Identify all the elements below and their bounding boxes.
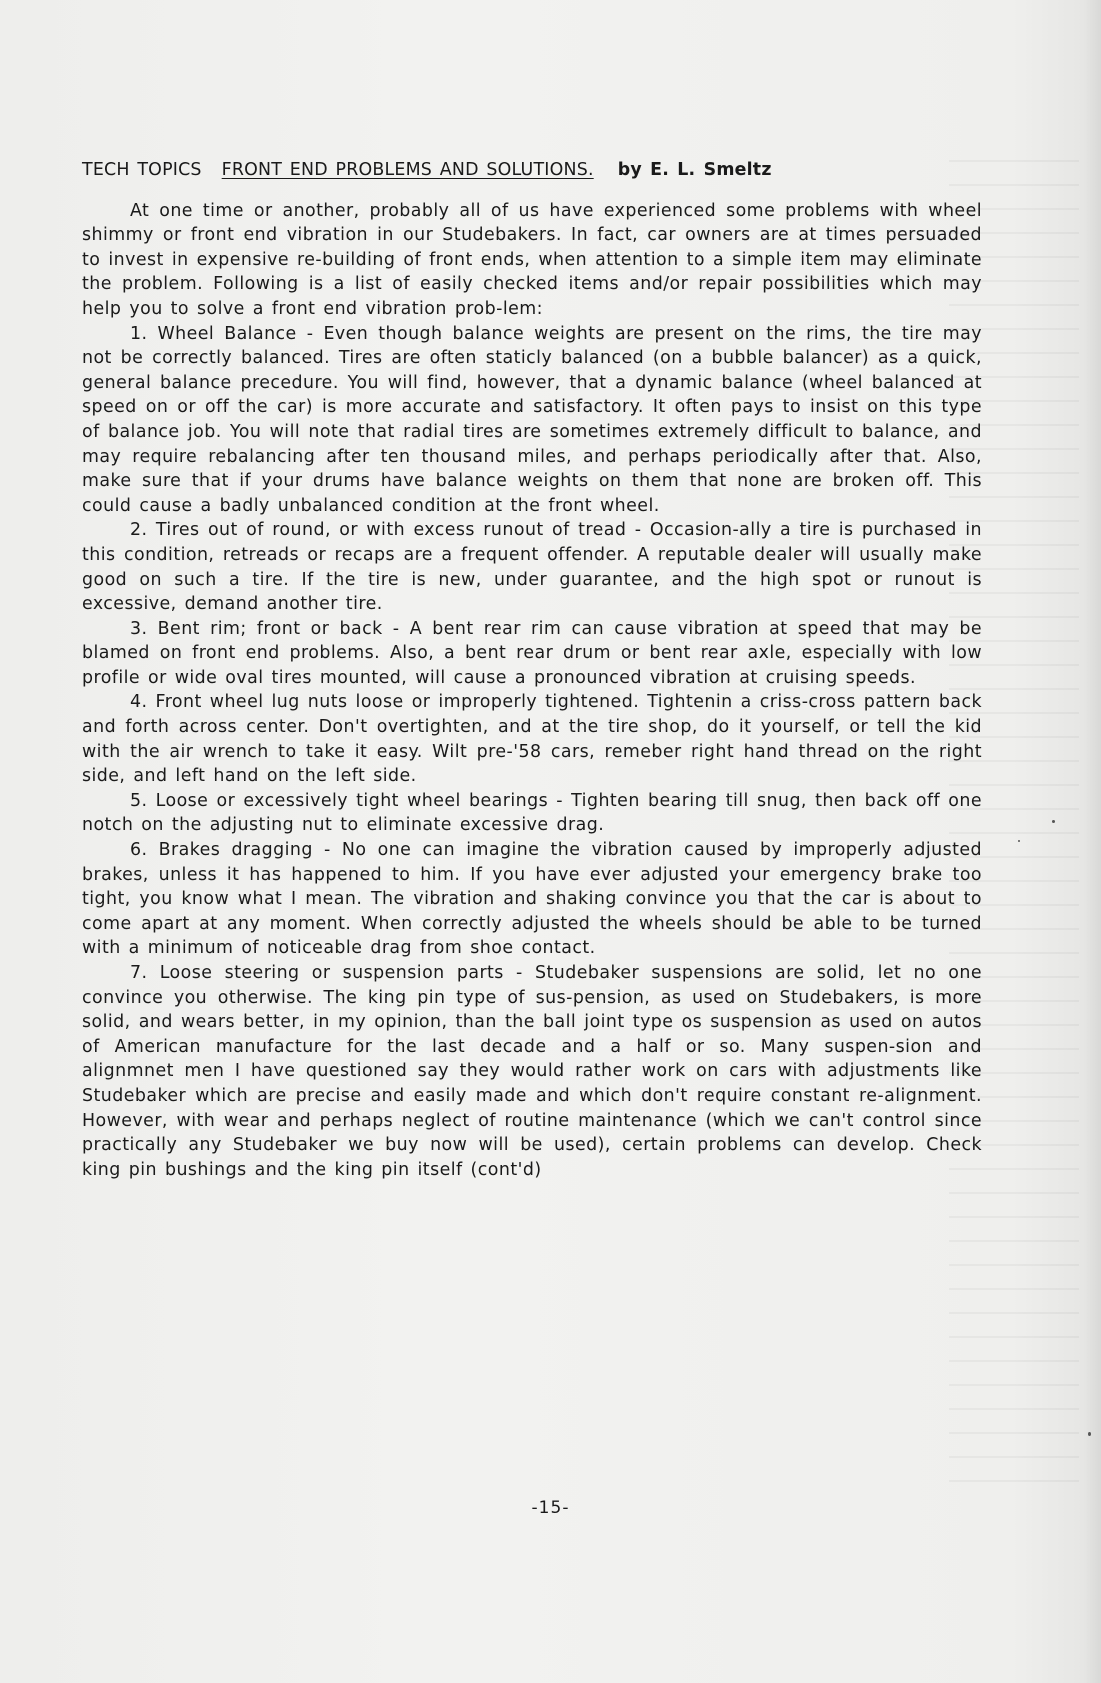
section-label: TECH TOPICS (82, 160, 202, 180)
article-title: FRONT END PROBLEMS AND SOLUTIONS. (221, 160, 594, 180)
page-edge-shadow (1083, 0, 1101, 1683)
scan-speck (1052, 820, 1055, 823)
page-number: -15- (531, 1498, 570, 1518)
item-bent-rim: 3. Bent rim; front or back - A bent rear rim can cause vibration at speed that may be blamed on front end problems. Also, a bent rear drum or bent rear axle, especially with low profile or wide oval tires mounted, will cause a pronounced vibration at cruising speeds. (82, 618, 982, 688)
item-lug-nuts: 4. Front wheel lug nuts loose or improperly tightened. Tightenin a criss-cross pattern back and forth across center. Don't overtighten, and at the tire shop, do it yourself, or tell the kid with the air wrench to take it easy. Wilt pre-'58 cars, remeber right hand thread on the right side, and left hand on the left side. (82, 692, 982, 787)
item-loose-steering: 7. Loose steering or suspension parts - Studebaker suspensions are solid, let no one convince you otherwise. The king pin type of sus-pension, as used on Studebakers, is more solid, and wears better, in my opinion, than the ball joint type os suspension as used on autos of American manufacture for the last decade and a half or so. Many suspen-sion and alignmnet men I have questioned say they would rather work on cars with adjustments like Studebaker which are precise and easily made and which don't require constant re-alignment. However, with wear and perhaps neglect of routine maintenance (which we can't control since practically any Studebaker we buy now will be used), certain problems can develop. Check king pin bushings and the king pin itself (cont'd) (82, 963, 982, 1180)
item-wheel-bearings: 5. Loose or excessively tight wheel bearings - Tighten bearing till snug, then back off one notch on the adjusting nut to eliminate excessive drag. (82, 790, 982, 836)
scan-speck (1018, 840, 1020, 842)
article-heading (82, 158, 982, 183)
item-wheel-balance: 1. Wheel Balance - Even though balance weights are present on the rims, the tire may not be correctly balanced. Tires are often staticly balanced (on a bubble balancer) as a quick, general balance precedure. You will find, however, that a dynamic balance (wheel balanced at speed on or off the car) is more accurate and satisfactory. It often pays to insist on this type of balance job. You will note that radial tires are sometimes extremely difficult to balance, and may require rebalancing after ten thousand miles, and perhaps periodically after that. Also, make sure that if your drums have balance weights on them that none are broken off. This could cause a badly unbalanced condition at the front wheel. (82, 323, 982, 516)
scan-speck (1088, 1432, 1091, 1436)
intro-paragraph: At one time or another, probably all of us have experienced some problems with wheel shimmy or front end vibration in our Studebakers. In fact, car owners are at times persuaded to invest in expensive re-building of front ends, when attention to a simple item may eliminate the problem. Following is a list of easily checked items and/or repair possibilities which may help you to solve a front end vibration prob-lem: (82, 200, 982, 319)
item-brakes-dragging: 6. Brakes dragging - No one can imagine the vibration caused by improperly adjusted brakes, unless it has happened to him. If you have ever adjusted your emergency brake too tight, you know what I mean. The vibration and shaking convince you that the car is about to come apart at any moment. When correctly adjusted the wheels should be able to be turned with a minimum of noticeable drag from shoe contact. (82, 840, 982, 959)
article-body (82, 158, 982, 1182)
item-tires-out-of-round: 2. Tires out of round, or with excess runout of tread - Occasion-ally a tire is purchased in this condition, retreads or recaps are a frequent offender. A reputable dealer will usually make good on such a tire. If the tire is new, under guarantee, and the high spot or runout is excessive, demand another tire. (82, 520, 982, 615)
article-author: by E. L. Smeltz (617, 160, 772, 180)
